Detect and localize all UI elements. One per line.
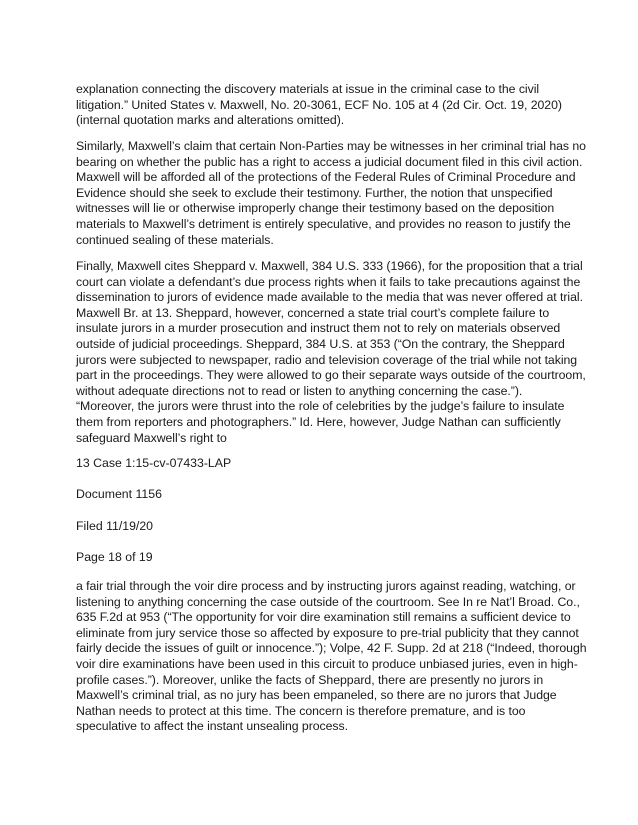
text-line: Evidence should she seek to exclude their testimony. Further, the notion that unspecified xyxy=(76,185,553,200)
text-line: “Moreover, the jurors were thrust into the role of celebrities by the judge’s failure to insulate xyxy=(76,399,565,414)
text-line: a fair trial through the voir dire process and by instructing jurors against reading, watching, or xyxy=(76,579,576,593)
text-line: 635 F.2d at 953 (“The opportunity for voir dire examination still remains a sufficient device to xyxy=(76,610,571,625)
text-line: Similarly, Maxwell’s claim that certain Non-Parties may be witnesses in her criminal trial has no xyxy=(76,139,586,153)
text-line: outside of judicial proceedings. Sheppard, 384 U.S. at 353 (“On the contrary, the Sheppard xyxy=(76,336,565,351)
text-line: them from reporters and photographers.” Id. Here, however, Judge Nathan can sufficiently xyxy=(76,414,561,429)
text-line: profile cases.”). Moreover, unlike the facts of Sheppard, there are presently no jurors in xyxy=(76,672,544,687)
paragraph-witnesses xyxy=(76,139,586,248)
text-line: continued sealing of these materials. xyxy=(76,232,274,247)
paragraph-discovery-explanation xyxy=(76,82,566,129)
text-line: Maxwell will be afforded all of the protections of the Federal Rules of Criminal Procedure and xyxy=(76,170,576,185)
paragraph-voir-dire xyxy=(76,579,587,735)
text-line: (internal quotation marks and alterations omitted). xyxy=(76,113,345,128)
text-line: materials to Maxwell’s detriment is entirely speculative, and provides no reason to justify the xyxy=(76,216,571,231)
filed-date-line: Filed 11/19/20 xyxy=(76,519,154,533)
text-line: witnesses will lie or otherwise improperly change their testimony based on the deposition xyxy=(76,201,555,216)
text-line: court can violate a defendant’s due process rights when it fails to take precautions against the xyxy=(76,274,581,289)
text-line: Nathan needs to protect at this time. The concern is therefore premature, and is too xyxy=(76,703,526,718)
text-line: speculative to affect the instant unsealing process. xyxy=(76,719,348,734)
text-line: part in the proceedings. They were allowed to go their separate ways outside of the courtroom, xyxy=(76,368,586,383)
case-number-line: 13 Case 1:15-cv-07433-LAP xyxy=(76,456,232,470)
text-line: litigation.” United States v. Maxwell, No. 20-3061, ECF No. 105 at 4 (2d Cir. Oct. 19, 2020) xyxy=(76,97,562,112)
text-line: safeguard Maxwell’s right to xyxy=(76,430,227,445)
text-line: insulate jurors in a murder prosecution and instruct them not to rely on materials observed xyxy=(76,321,561,336)
paragraph-sheppard xyxy=(76,259,586,446)
text-line: jurors were subjected to newspaper, radio and television coverage of the trial while not taking xyxy=(76,352,578,367)
text-line: bearing on whether the public has a right to access a judicial document filed in this civil action. xyxy=(76,154,583,169)
page-number-line: Page 18 of 19 xyxy=(76,550,153,564)
text-line: without adequate directions not to read or listen to anything concerning the case.”). xyxy=(76,383,523,398)
document-number-line: Document 1156 xyxy=(76,487,162,501)
text-line: eliminate from jury service those so affected by exposure to pre-trial publicity that they cannot xyxy=(76,625,579,640)
text-line: fairly decide the issues of guilt or innocence.”); Volpe, 42 F. Supp. 2d at 218 (“Indeed, thorough xyxy=(76,641,587,656)
text-line: voir dire examinations have been used in this circuit to produce unbiased juries, even in high- xyxy=(76,656,578,671)
text-line: dissemination to jurors of evidence made available to the media that was never offered at trial. xyxy=(76,290,583,305)
text-line: listening to anything concerning the case outside of the courtroom. See In re Nat’l Broad. Co., xyxy=(76,594,580,609)
text-line: Finally, Maxwell cites Sheppard v. Maxwell, 384 U.S. 333 (1966), for the proposition that a trial xyxy=(76,259,583,273)
text-line: Maxwell’s criminal trial, as no jury has been empaneled, so there are no jurors that Judge xyxy=(76,688,557,703)
text-line: explanation connecting the discovery materials at issue in the criminal case to the civil xyxy=(76,82,540,96)
text-line: Maxwell Br. at 13. Sheppard, however, concerned a state trial court’s complete failure to xyxy=(76,305,550,320)
